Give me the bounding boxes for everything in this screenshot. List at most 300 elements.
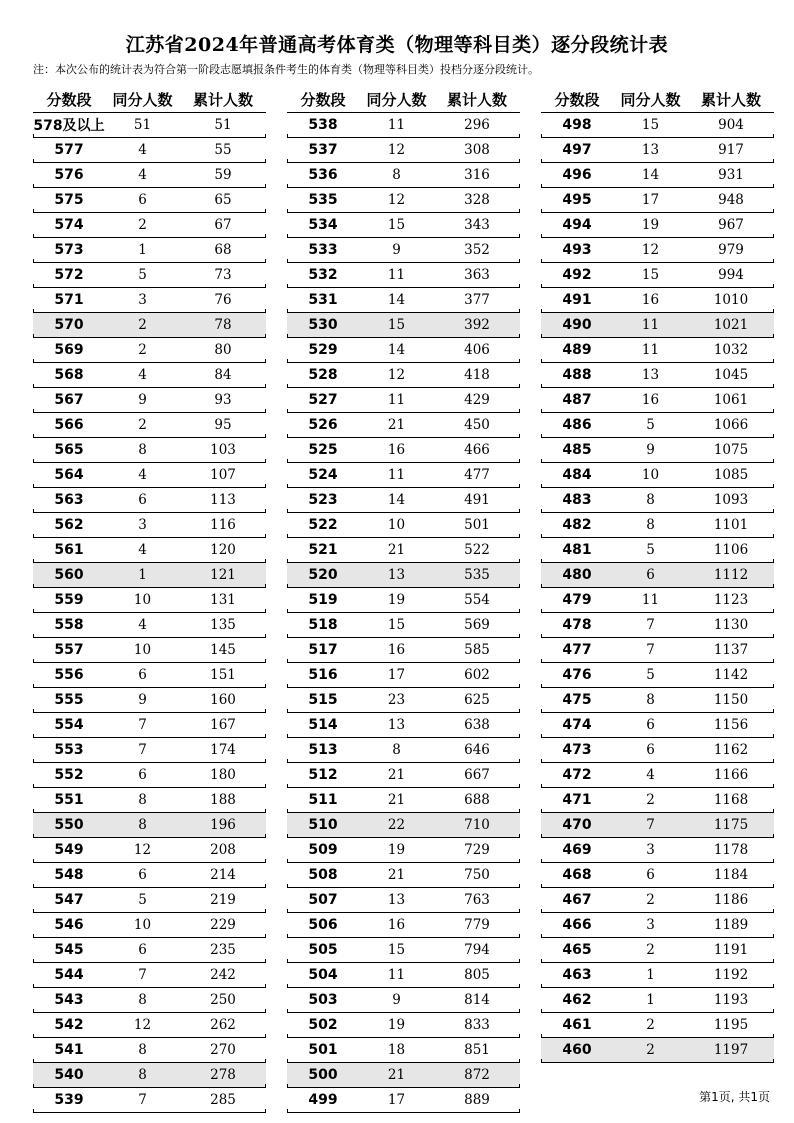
same-count-cell: 1 <box>646 967 655 983</box>
same-count-cell: 8 <box>138 792 147 808</box>
table-note: 注：本次公布的统计表为符合第一阶段志愿填报条件考生的体育类（物理等科目类）投档分逐分段统计。 <box>33 63 539 76</box>
cumulative-cell: 160 <box>210 692 236 708</box>
table-row <box>287 738 520 763</box>
cumulative-cell: 1197 <box>713 1042 749 1058</box>
score-cell: 474 <box>562 717 592 733</box>
score-cell: 549 <box>54 842 84 858</box>
same-count-cell: 7 <box>138 742 147 758</box>
same-count-cell: 1 <box>646 992 655 1008</box>
table-row <box>287 913 520 938</box>
cumulative-cell: 363 <box>464 267 490 283</box>
same-count-cell: 6 <box>646 742 655 758</box>
cumulative-cell: 1093 <box>713 492 749 508</box>
cumulative-cell: 131 <box>210 592 236 608</box>
cumulative-cell: 188 <box>210 792 236 808</box>
table-row <box>541 388 774 413</box>
cumulative-cell: 750 <box>464 867 490 883</box>
table-row <box>541 713 774 738</box>
score-cell: 491 <box>562 292 592 308</box>
score-cell: 509 <box>308 842 338 858</box>
table-row <box>541 338 774 363</box>
table-row <box>33 938 266 963</box>
same-count-cell: 12 <box>133 1017 152 1033</box>
same-count-cell: 6 <box>138 767 147 783</box>
cumulative-cell: 585 <box>464 642 490 658</box>
cumulative-cell: 214 <box>210 867 236 883</box>
table-row <box>541 813 774 838</box>
cumulative-cell: 638 <box>464 717 490 733</box>
score-cell: 463 <box>562 967 592 983</box>
cumulative-cell: 113 <box>210 492 236 508</box>
table-row <box>33 563 266 588</box>
cumulative-cell: 1166 <box>713 767 749 783</box>
same-count-cell: 8 <box>646 517 655 533</box>
table-row <box>541 1038 774 1063</box>
table-row <box>287 963 520 988</box>
header-same-count: 同分人数 <box>112 90 173 109</box>
same-count-cell: 12 <box>387 192 406 208</box>
cumulative-cell: 285 <box>210 1092 236 1108</box>
same-count-cell: 1 <box>138 242 147 258</box>
same-count-cell: 2 <box>138 317 147 333</box>
cumulative-cell: 948 <box>718 192 744 208</box>
cumulative-cell: 501 <box>464 517 490 533</box>
table-row <box>541 463 774 488</box>
table-row <box>33 113 266 138</box>
table-row <box>287 813 520 838</box>
score-cell: 492 <box>562 267 592 283</box>
score-cell: 494 <box>562 217 592 233</box>
cumulative-cell: 625 <box>464 692 490 708</box>
same-count-cell: 8 <box>138 1067 147 1083</box>
score-cell: 493 <box>562 242 592 258</box>
table-row <box>287 138 520 163</box>
score-cell: 486 <box>562 417 592 433</box>
same-count-cell: 14 <box>387 292 406 308</box>
table-row <box>541 688 774 713</box>
same-count-cell: 19 <box>387 592 406 608</box>
cumulative-cell: 1085 <box>713 467 749 483</box>
score-cell: 577 <box>54 142 84 158</box>
same-count-cell: 4 <box>138 367 147 383</box>
table-row <box>287 938 520 963</box>
table-row <box>287 763 520 788</box>
same-count-cell: 17 <box>387 667 406 683</box>
same-count-cell: 15 <box>387 942 406 958</box>
score-cell: 573 <box>54 242 84 258</box>
cumulative-cell: 554 <box>464 592 490 608</box>
same-count-cell: 12 <box>133 842 152 858</box>
same-count-cell: 13 <box>641 367 660 383</box>
same-count-cell: 11 <box>387 267 406 283</box>
same-count-cell: 7 <box>138 967 147 983</box>
score-cell: 507 <box>308 892 338 908</box>
cumulative-cell: 1184 <box>713 867 749 883</box>
score-cell: 527 <box>308 392 338 408</box>
cumulative-cell: 93 <box>214 392 232 408</box>
table-row <box>287 313 520 338</box>
score-cell: 561 <box>54 542 84 558</box>
cumulative-cell: 208 <box>210 842 236 858</box>
table-row <box>287 888 520 913</box>
cumulative-cell: 535 <box>464 567 490 583</box>
score-cell: 470 <box>562 817 592 833</box>
score-cell: 515 <box>308 692 338 708</box>
same-count-cell: 4 <box>138 542 147 558</box>
cumulative-cell: 1075 <box>713 442 749 458</box>
table-row <box>33 613 266 638</box>
table-row <box>33 238 266 263</box>
same-count-cell: 13 <box>387 717 406 733</box>
same-count-cell: 15 <box>641 117 660 133</box>
cumulative-cell: 80 <box>214 342 232 358</box>
table-row <box>541 863 774 888</box>
cumulative-cell: 889 <box>464 1092 490 1108</box>
cumulative-cell: 931 <box>718 167 744 183</box>
cumulative-cell: 180 <box>210 767 236 783</box>
table-row <box>287 238 520 263</box>
cumulative-cell: 55 <box>214 142 232 158</box>
same-count-cell: 21 <box>387 767 406 783</box>
cumulative-cell: 1150 <box>713 692 749 708</box>
table-row <box>33 188 266 213</box>
same-count-cell: 9 <box>646 442 655 458</box>
score-cell: 544 <box>54 967 84 983</box>
table-header <box>287 86 520 113</box>
cumulative-cell: 1045 <box>713 367 749 383</box>
cumulative-cell: 994 <box>718 267 744 283</box>
score-cell: 543 <box>54 992 84 1008</box>
score-cell: 471 <box>562 792 592 808</box>
same-count-cell: 17 <box>641 192 660 208</box>
table-row <box>33 513 266 538</box>
score-cell: 462 <box>562 992 592 1008</box>
cumulative-cell: 429 <box>464 392 490 408</box>
table-row <box>33 1063 266 1088</box>
table-row <box>33 338 266 363</box>
same-count-cell: 5 <box>646 417 655 433</box>
score-cell: 504 <box>308 967 338 983</box>
cumulative-cell: 1021 <box>713 317 749 333</box>
header-cumulative: 累计人数 <box>192 90 253 109</box>
cumulative-cell: 235 <box>210 942 236 958</box>
score-cell: 468 <box>562 867 592 883</box>
cumulative-cell: 1192 <box>713 967 749 983</box>
table-row <box>287 1063 520 1088</box>
score-cell: 559 <box>54 592 84 608</box>
table-row <box>33 213 266 238</box>
header-score: 分数段 <box>300 90 346 109</box>
cumulative-cell: 135 <box>210 617 236 633</box>
same-count-cell: 6 <box>138 867 147 883</box>
cumulative-cell: 278 <box>210 1067 236 1083</box>
score-cell: 505 <box>308 942 338 958</box>
score-cell: 537 <box>308 142 338 158</box>
score-cell: 480 <box>562 567 592 583</box>
table-header <box>541 86 774 113</box>
table-row <box>541 563 774 588</box>
table-row <box>287 713 520 738</box>
score-cell: 514 <box>308 717 338 733</box>
score-cell: 518 <box>308 617 338 633</box>
score-cell: 539 <box>54 1092 84 1108</box>
table-row <box>541 738 774 763</box>
score-cell: 472 <box>562 767 592 783</box>
same-count-cell: 10 <box>133 917 152 933</box>
cumulative-cell: 1061 <box>713 392 749 408</box>
score-cell: 531 <box>308 292 338 308</box>
table-row <box>33 288 266 313</box>
score-cell: 578及以上 <box>33 118 105 134</box>
score-cell: 540 <box>54 1067 84 1083</box>
table-row <box>287 513 520 538</box>
cumulative-cell: 814 <box>464 992 490 1008</box>
score-cell: 553 <box>54 742 84 758</box>
score-cell: 490 <box>562 317 592 333</box>
score-cell: 534 <box>308 217 338 233</box>
table-row <box>33 138 266 163</box>
cumulative-cell: 308 <box>464 142 490 158</box>
table-row <box>287 338 520 363</box>
table-row <box>287 563 520 588</box>
cumulative-cell: 343 <box>464 217 490 233</box>
same-count-cell: 7 <box>646 642 655 658</box>
same-count-cell: 1 <box>138 567 147 583</box>
table-row <box>33 538 266 563</box>
cumulative-cell: 904 <box>718 117 744 133</box>
table-row <box>33 588 266 613</box>
score-cell: 510 <box>308 817 338 833</box>
table-row <box>541 163 774 188</box>
cumulative-cell: 107 <box>210 467 236 483</box>
cumulative-cell: 219 <box>210 892 236 908</box>
same-count-cell: 2 <box>138 342 147 358</box>
score-cell: 546 <box>54 917 84 933</box>
table-row <box>33 988 266 1013</box>
cumulative-cell: 1106 <box>713 542 749 558</box>
same-count-cell: 2 <box>646 892 655 908</box>
score-cell: 517 <box>308 642 338 658</box>
same-count-cell: 13 <box>387 567 406 583</box>
table-row <box>33 888 266 913</box>
same-count-cell: 2 <box>138 217 147 233</box>
score-cell: 526 <box>308 417 338 433</box>
same-count-cell: 6 <box>138 492 147 508</box>
cumulative-cell: 145 <box>210 642 236 658</box>
cumulative-cell: 917 <box>718 142 744 158</box>
score-cell: 533 <box>308 242 338 258</box>
cumulative-cell: 522 <box>464 542 490 558</box>
table-row <box>287 838 520 863</box>
same-count-cell: 7 <box>646 817 655 833</box>
score-cell: 466 <box>562 917 592 933</box>
table-row <box>287 1013 520 1038</box>
same-count-cell: 4 <box>138 167 147 183</box>
same-count-cell: 13 <box>641 142 660 158</box>
cumulative-cell: 1156 <box>713 717 749 733</box>
score-cell: 475 <box>562 692 592 708</box>
score-cell: 529 <box>308 342 338 358</box>
table-row <box>287 688 520 713</box>
table-row <box>541 488 774 513</box>
same-count-cell: 6 <box>646 867 655 883</box>
table-row <box>33 863 266 888</box>
same-count-cell: 3 <box>138 517 147 533</box>
same-count-cell: 16 <box>387 642 406 658</box>
cumulative-cell: 872 <box>464 1067 490 1083</box>
table-row <box>33 763 266 788</box>
cumulative-cell: 51 <box>214 117 232 133</box>
table-row <box>33 713 266 738</box>
cumulative-cell: 406 <box>464 342 490 358</box>
cumulative-cell: 262 <box>210 1017 236 1033</box>
cumulative-cell: 833 <box>464 1017 490 1033</box>
table-row <box>541 513 774 538</box>
same-count-cell: 9 <box>138 692 147 708</box>
cumulative-cell: 167 <box>210 717 236 733</box>
same-count-cell: 2 <box>646 1017 655 1033</box>
cumulative-cell: 95 <box>214 417 232 433</box>
same-count-cell: 5 <box>138 267 147 283</box>
score-cell: 525 <box>308 442 338 458</box>
cumulative-cell: 450 <box>464 417 490 433</box>
same-count-cell: 12 <box>387 142 406 158</box>
same-count-cell: 8 <box>646 492 655 508</box>
same-count-cell: 18 <box>387 1042 406 1058</box>
table-row <box>287 438 520 463</box>
table-row <box>541 213 774 238</box>
score-cell: 478 <box>562 617 592 633</box>
cumulative-cell: 729 <box>464 842 490 858</box>
cumulative-cell: 1191 <box>713 942 749 958</box>
score-cell: 483 <box>562 492 592 508</box>
score-cell: 542 <box>54 1017 84 1033</box>
cumulative-cell: 418 <box>464 367 490 383</box>
cumulative-cell: 763 <box>464 892 490 908</box>
table-row <box>541 438 774 463</box>
score-cell: 485 <box>562 442 592 458</box>
score-cell: 500 <box>308 1067 338 1083</box>
table-row <box>33 313 266 338</box>
same-count-cell: 21 <box>387 867 406 883</box>
same-count-cell: 8 <box>392 742 401 758</box>
same-count-cell: 15 <box>387 617 406 633</box>
table-row <box>287 863 520 888</box>
score-cell: 495 <box>562 192 592 208</box>
table-row <box>287 488 520 513</box>
cumulative-cell: 1178 <box>713 842 749 858</box>
table-row <box>287 538 520 563</box>
score-cell: 562 <box>54 517 84 533</box>
table-row <box>287 588 520 613</box>
header-cumulative: 累计人数 <box>700 90 761 109</box>
table-row <box>541 963 774 988</box>
table-row <box>541 788 774 813</box>
table-row <box>541 763 774 788</box>
score-cell: 560 <box>54 567 84 583</box>
score-cell: 476 <box>562 667 592 683</box>
cumulative-cell: 688 <box>464 792 490 808</box>
score-cell: 541 <box>54 1042 84 1058</box>
same-count-cell: 19 <box>387 842 406 858</box>
score-cell: 572 <box>54 267 84 283</box>
table-row <box>33 163 266 188</box>
table-row <box>33 388 266 413</box>
table-row <box>541 413 774 438</box>
score-cell: 469 <box>562 842 592 858</box>
cumulative-cell: 477 <box>464 467 490 483</box>
same-count-cell: 3 <box>646 842 655 858</box>
same-count-cell: 5 <box>138 892 147 908</box>
table-row <box>541 888 774 913</box>
same-count-cell: 7 <box>138 717 147 733</box>
same-count-cell: 22 <box>387 817 406 833</box>
table-row <box>287 288 520 313</box>
same-count-cell: 6 <box>646 567 655 583</box>
cumulative-cell: 65 <box>214 192 232 208</box>
cumulative-cell: 73 <box>214 267 232 283</box>
table-row <box>541 238 774 263</box>
table-row <box>33 488 266 513</box>
same-count-cell: 2 <box>646 942 655 958</box>
same-count-cell: 3 <box>646 917 655 933</box>
table-row <box>541 1013 774 1038</box>
cumulative-cell: 67 <box>214 217 232 233</box>
score-cell: 477 <box>562 642 592 658</box>
header-score: 分数段 <box>554 90 600 109</box>
table-row <box>287 1088 520 1113</box>
table-row <box>541 938 774 963</box>
score-cell: 482 <box>562 517 592 533</box>
same-count-cell: 6 <box>138 667 147 683</box>
same-count-cell: 19 <box>641 217 660 233</box>
table-row <box>33 463 266 488</box>
same-count-cell: 23 <box>387 692 406 708</box>
cumulative-cell: 602 <box>464 667 490 683</box>
cumulative-cell: 392 <box>464 317 490 333</box>
table-row <box>33 788 266 813</box>
score-cell: 501 <box>308 1042 338 1058</box>
score-cell: 512 <box>308 767 338 783</box>
score-cell: 489 <box>562 342 592 358</box>
score-cell: 545 <box>54 942 84 958</box>
same-count-cell: 2 <box>138 417 147 433</box>
table-row <box>287 263 520 288</box>
score-cell: 570 <box>54 317 84 333</box>
score-cell: 465 <box>562 942 592 958</box>
table-row <box>541 113 774 138</box>
score-cell: 523 <box>308 492 338 508</box>
cumulative-cell: 979 <box>718 242 744 258</box>
table-row <box>541 313 774 338</box>
same-count-cell: 4 <box>138 142 147 158</box>
same-count-cell: 51 <box>133 117 152 133</box>
table-column-2 <box>287 86 520 1113</box>
cumulative-cell: 78 <box>214 317 232 333</box>
same-count-cell: 16 <box>387 442 406 458</box>
same-count-cell: 16 <box>641 392 660 408</box>
score-cell: 552 <box>54 767 84 783</box>
table-row <box>33 813 266 838</box>
score-cell: 576 <box>54 167 84 183</box>
same-count-cell: 21 <box>387 542 406 558</box>
cumulative-cell: 1137 <box>713 642 749 658</box>
cumulative-cell: 967 <box>718 217 744 233</box>
cumulative-cell: 103 <box>210 442 236 458</box>
table-row <box>287 413 520 438</box>
table-header <box>33 86 266 113</box>
score-cell: 488 <box>562 367 592 383</box>
